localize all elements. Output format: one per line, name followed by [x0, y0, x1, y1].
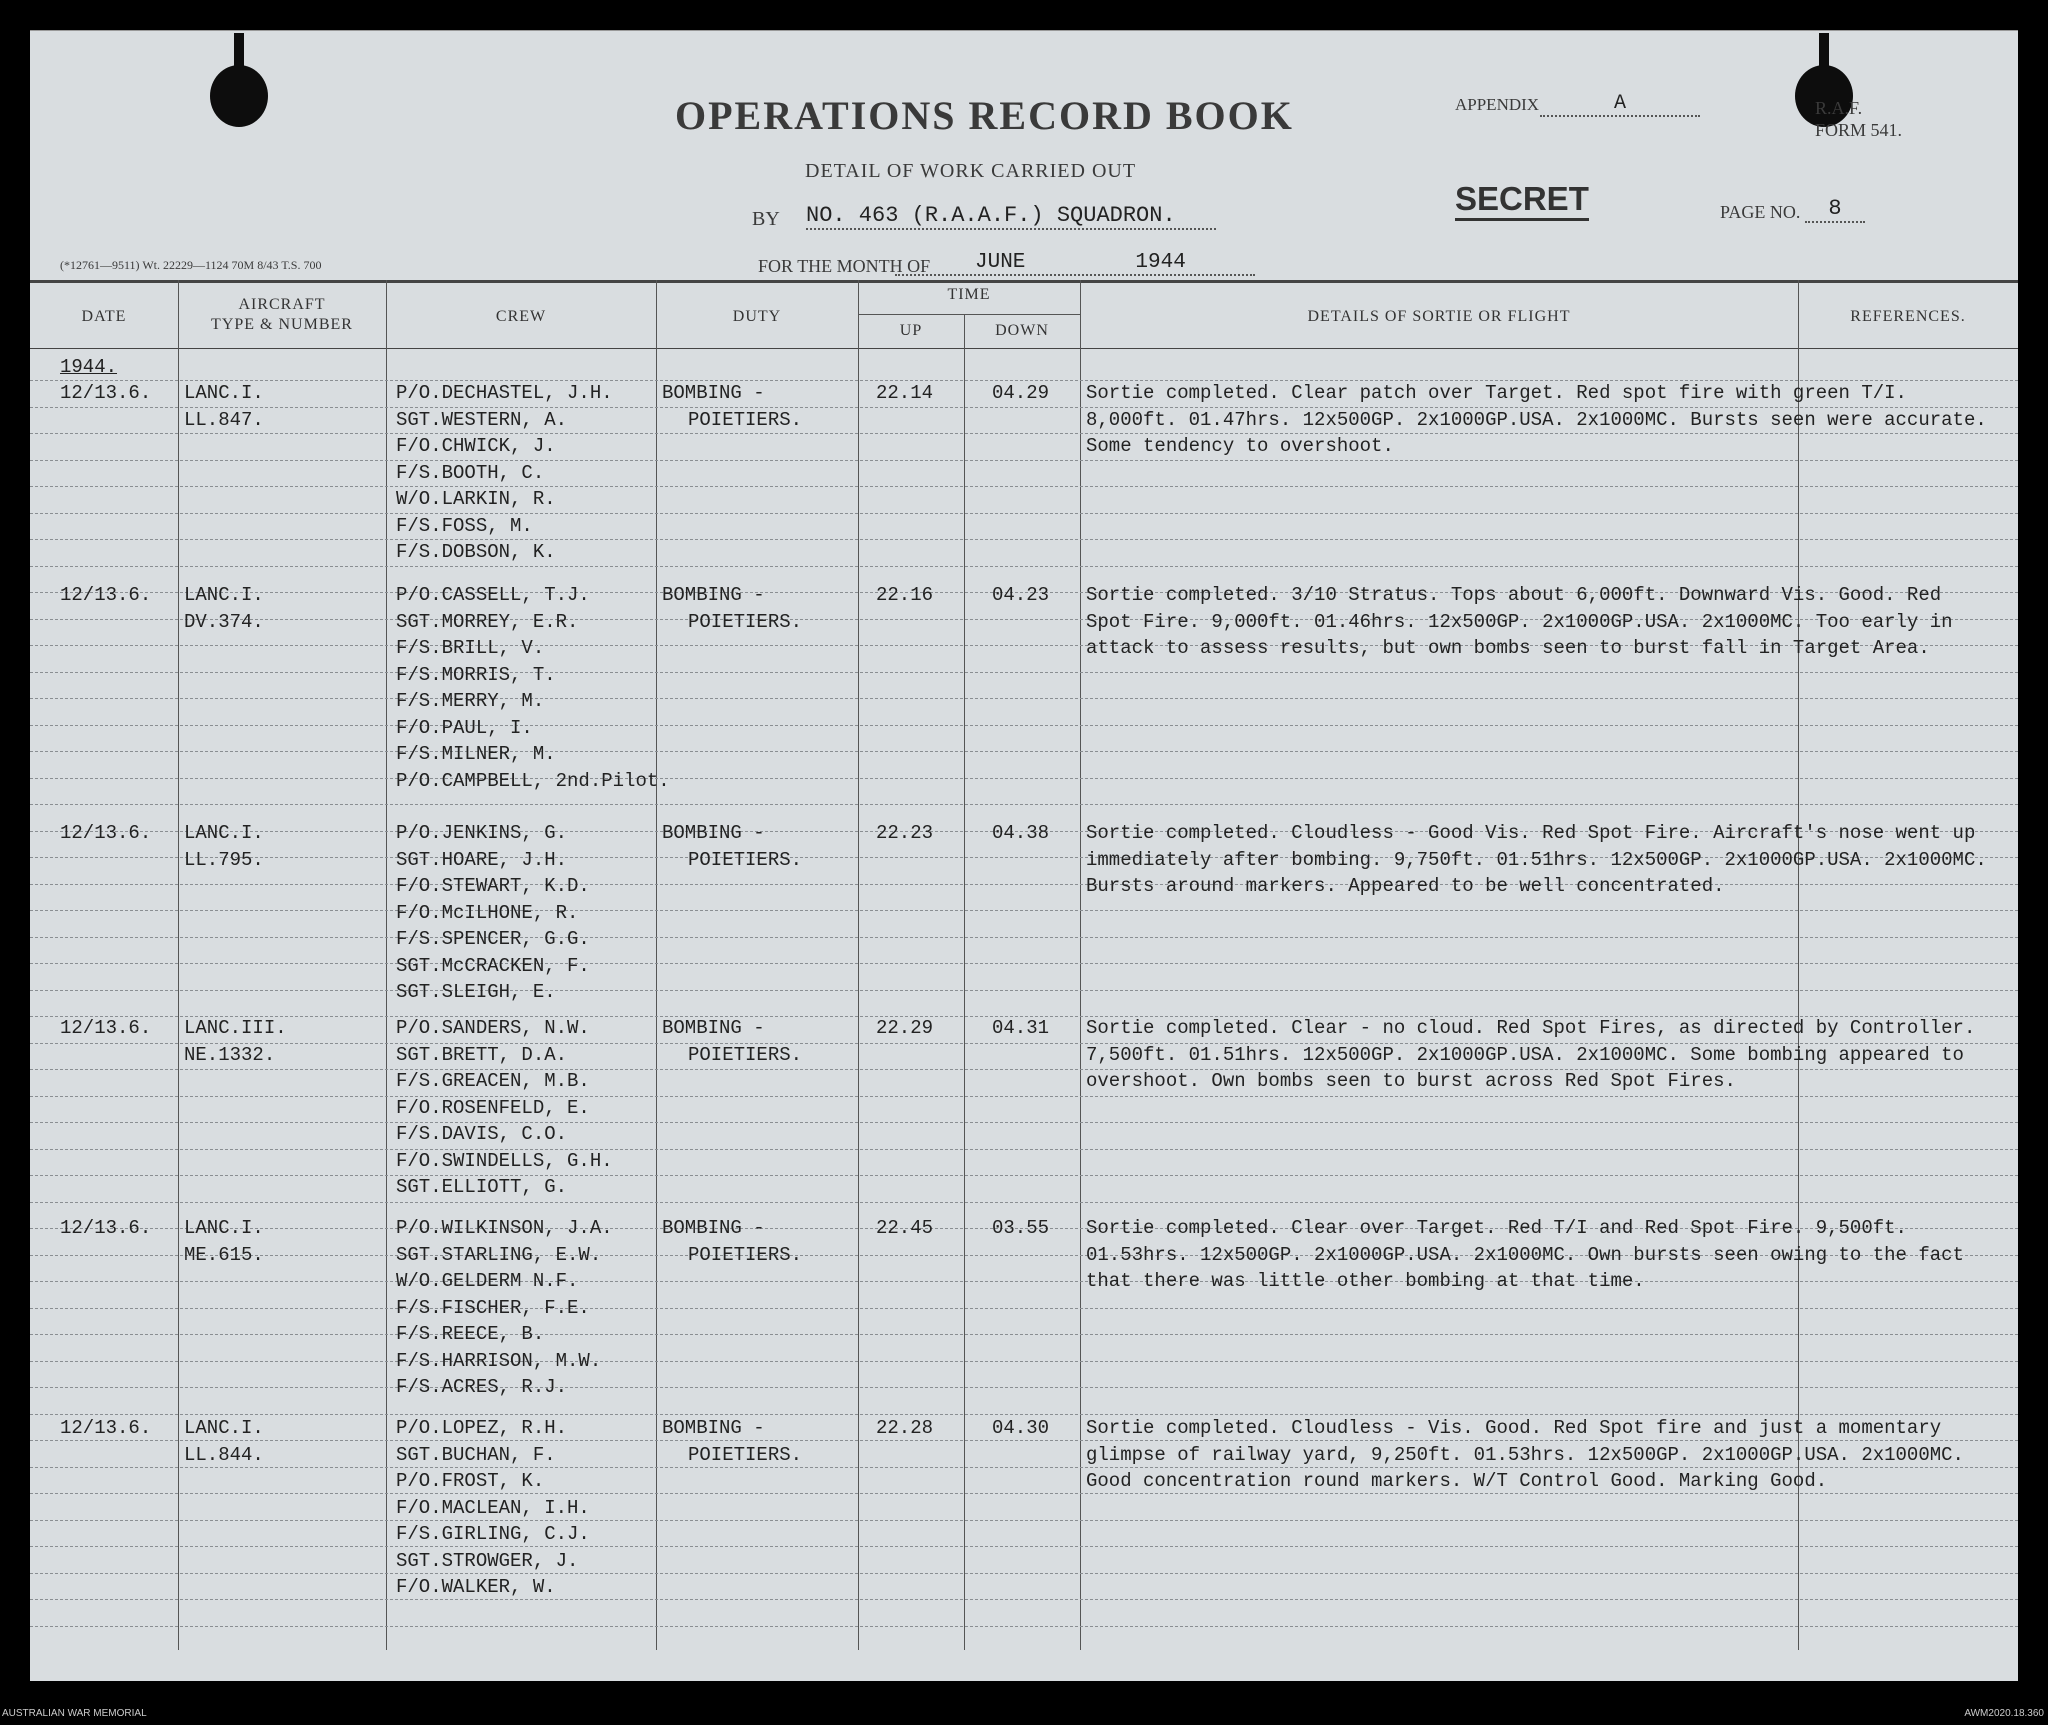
crew-member: F/S.MILNER, M.: [396, 743, 556, 765]
time-down: 04.31: [992, 1017, 1050, 1039]
entry-date: 12/13.6.: [60, 584, 152, 606]
aircraft-type: LANC.I.: [184, 584, 264, 606]
sortie-details: Sortie completed. Clear patch over Target. Red spot fire with green T/I. 8,000ft. 01.47hrs. 12x500GP. 2x1000GP.USA. 2x1000MC. Bursts seen were accurate. Some tendency to overshoot.: [1086, 382, 1987, 457]
time-down: 04.30: [992, 1417, 1050, 1439]
duty-line-2: POIETIERS.: [688, 848, 803, 871]
crew-member: P/O.SANDERS, N.W.: [396, 1017, 590, 1039]
crew-list: [396, 1215, 613, 1401]
crew-member: F/S.GIRLING, C.J.: [396, 1523, 590, 1545]
crew-member: P/O.CAMPBELL, 2nd.Pilot.: [396, 769, 670, 792]
crew-member: F/O.SWINDELLS, G.H.: [396, 1149, 613, 1172]
entry-date: 12/13.6.: [60, 382, 152, 404]
aircraft-type: LANC.I.: [184, 1217, 264, 1239]
page-title: OPERATIONS RECORD BOOK: [675, 93, 1294, 138]
aircraft-number: NE.1332.: [184, 1043, 276, 1066]
entry-date: 12/13.6.: [60, 822, 152, 844]
appendix-value: A: [1540, 92, 1700, 117]
raf-label: R.A.F.: [1815, 98, 1863, 118]
secret-stamp: SECRET: [1455, 180, 1589, 221]
crew-member: F/O.MACLEAN, I.H.: [396, 1496, 590, 1519]
aircraft-type: LANC.I.: [184, 1417, 264, 1439]
crew-member: F/S.DAVIS, C.O.: [396, 1123, 568, 1145]
form-label: FORM 541.: [1815, 120, 1903, 140]
crew-member: F/S.HARRISON, M.W.: [396, 1349, 602, 1372]
duty-line-2: POIETIERS.: [688, 1443, 803, 1466]
duty-line-1: BOMBING -: [662, 1417, 765, 1439]
aircraft-header: AIRCRAFT: [238, 296, 326, 313]
crew-member: SGT.ELLIOTT, G.: [396, 1176, 568, 1198]
year-entry: 1944.: [60, 356, 118, 378]
crew-member: F/S.DOBSON, K.: [396, 541, 556, 563]
references-header: REFERENCES.: [1850, 308, 1966, 325]
crew-member: W/O.GELDERM N.F.: [396, 1270, 579, 1292]
duty-line-2: POIETIERS.: [688, 408, 803, 431]
crew-member: F/S.BOOTH, C.: [396, 461, 545, 484]
time-up: 22.16: [876, 584, 934, 606]
year-value: 1944: [1135, 251, 1186, 274]
time-down: 04.29: [992, 382, 1050, 404]
crew-member: F/S.ACRES, R.J.: [396, 1376, 568, 1398]
crew-member: F/O.CHWICK, J.: [396, 435, 556, 457]
crew-list: [396, 582, 670, 794]
month-value: [895, 251, 1255, 276]
up-header: UP: [899, 322, 923, 339]
entry-date: 12/13.6.: [60, 1017, 152, 1039]
by-label: BY: [752, 208, 780, 230]
appendix-label: APPENDIX: [1455, 95, 1540, 114]
sortie-details: Sortie completed. Clear over Target. Red T/I and Red Spot Fire. 9,500ft. 01.53hrs. 12x500GP. 2x1000GP.USA. 2x1000MC. Own bursts seen owing to the fact that there was little other bombing at that time.: [1086, 1217, 1964, 1292]
crew-member: SGT.BRETT, D.A.: [396, 1043, 568, 1066]
aircraft-type: LANC.I.: [184, 382, 264, 404]
crew-member: P/O.JENKINS, G.: [396, 822, 568, 844]
duty-line-1: BOMBING -: [662, 822, 765, 844]
crew-member: F/S.REECE, B.: [396, 1323, 545, 1345]
date-header: DATE: [81, 308, 127, 325]
duty-line-1: BOMBING -: [662, 584, 765, 606]
binder-hole: [210, 65, 268, 127]
squadron-value: NO. 463 (R.A.A.F.) SQUADRON.: [806, 203, 1216, 230]
crew-member: P/O.WILKINSON, J.A.: [396, 1217, 613, 1239]
time-down: 03.55: [992, 1217, 1050, 1239]
crew-member: SGT.WESTERN, A.: [396, 408, 568, 431]
duty-line-2: POIETIERS.: [688, 610, 803, 633]
crew-member: SGT.SLEIGH, E.: [396, 981, 556, 1003]
crew-member: F/S.MERRY, M.: [396, 690, 545, 712]
duty-header: DUTY: [732, 308, 782, 325]
footer-source: AUSTRALIAN WAR MEMORIAL: [2, 1708, 147, 1719]
crew-list: [396, 1415, 590, 1601]
crew-member: SGT.McCRACKEN, F.: [396, 954, 590, 977]
time-up: 22.23: [876, 822, 934, 844]
crew-member: F/S.FOSS, M.: [396, 514, 533, 537]
form-number: [1815, 97, 1902, 141]
aircraft-type-header: TYPE & NUMBER: [211, 316, 353, 333]
crew-member: F/S.SPENCER, G.G.: [396, 928, 590, 950]
time-header: TIME: [947, 286, 991, 303]
crew-member: P/O.DECHASTEL, J.H.: [396, 382, 613, 404]
duty-line-2: POIETIERS.: [688, 1043, 803, 1066]
down-header: DOWN: [995, 322, 1049, 339]
crew-member: W/O.LARKIN, R.: [396, 488, 556, 510]
aircraft-number: LL.847.: [184, 408, 264, 431]
crew-member: F/O.WALKER, W.: [396, 1576, 556, 1598]
crew-member: SGT.HOARE, J.H.: [396, 848, 568, 871]
page-subtitle: DETAIL OF WORK CARRIED OUT: [805, 160, 1137, 182]
aircraft-number: ME.615.: [184, 1243, 264, 1266]
crew-member: SGT.STROWGER, J.: [396, 1549, 579, 1572]
aircraft-number: LL.844.: [184, 1443, 264, 1466]
time-up: 22.14: [876, 382, 934, 404]
crew-member: SGT.STARLING, E.W.: [396, 1243, 602, 1266]
duty-line-1: BOMBING -: [662, 1217, 765, 1239]
crew-member: F/O.McILHONE, R.: [396, 901, 579, 924]
operations-table: [30, 280, 2018, 1650]
crew-member: F/S.GREACEN, M.B.: [396, 1070, 590, 1092]
crew-member: P/O.LOPEZ, R.H.: [396, 1417, 568, 1439]
duty-line-2: POIETIERS.: [688, 1243, 803, 1266]
time-up: 22.29: [876, 1017, 934, 1039]
page-number-value: 8: [1805, 196, 1865, 223]
sortie-details: Sortie completed. 3/10 Stratus. Tops about 6,000ft. Downward Vis. Good. Red Spot Fire. 9,000ft. 01.46hrs. 12x500GP. 2x1000GP.USA. 2x1000MC. Too early in attack to assess results, but own bombs seen to burst fall in Target Area.: [1086, 584, 1953, 659]
crew-member: F/O.ROSENFELD, E.: [396, 1096, 590, 1119]
crew-member: F/S.MORRIS, T.: [396, 663, 556, 686]
sortie-details: Sortie completed. Cloudless - Good Vis. Red Spot Fire. Aircraft's nose went up immediately after bombing. 9,750ft. 01.51hrs. 12x500GP. 2x1000GP.USA. 2x1000MC. Bursts around markers. Appeared to be well concentrated.: [1086, 822, 1987, 897]
aircraft-number: DV.374.: [184, 610, 264, 633]
time-down: 04.23: [992, 584, 1050, 606]
entry-date: 12/13.6.: [60, 1217, 152, 1239]
duty-line-1: BOMBING -: [662, 382, 765, 404]
aircraft-type: LANC.I.: [184, 822, 264, 844]
crew-member: F/O.STEWART, K.D.: [396, 875, 590, 897]
crew-member: P/O.FROST, K.: [396, 1470, 545, 1492]
details-header: DETAILS OF SORTIE OR FLIGHT: [1307, 308, 1571, 325]
crew-member: F/O.PAUL, I.: [396, 716, 533, 739]
time-up: 22.45: [876, 1217, 934, 1239]
aircraft-type: LANC.III.: [184, 1017, 287, 1039]
aircraft-number: LL.795.: [184, 848, 264, 871]
time-down: 04.38: [992, 822, 1050, 844]
crew-member: P/O.CASSELL, T.J.: [396, 584, 590, 606]
duty-line-1: BOMBING -: [662, 1017, 765, 1039]
crew-list: [396, 820, 590, 1006]
crew-list: [396, 380, 613, 566]
sortie-details: Sortie completed. Cloudless - Vis. Good. Red Spot fire and just a momentary glimpse of railway yard, 9,250ft. 01.53hrs. 12x500GP. 2x1000GP.USA. 2x1000MC. Good concentration round markers. W/T Control Good. Marking Good.: [1086, 1417, 1964, 1492]
crew-list: [396, 1015, 613, 1201]
crew-member: F/S.FISCHER, F.E.: [396, 1296, 590, 1319]
month-label: FOR THE MONTH OF: [758, 256, 931, 276]
page-number-label: PAGE NO.: [1720, 202, 1801, 222]
sortie-details: Sortie completed. Clear - no cloud. Red Spot Fires, as directed by Controller. 7,500ft. 01.51hrs. 12x500GP. 2x1000GP.USA. 2x1000MC. Some bombing appeared to overshoot. Own bombs seen to burst across Red Spot Fires.: [1086, 1017, 1976, 1092]
footer-reference: AWM2020.18.360: [1964, 1708, 2044, 1719]
month-name: JUNE: [975, 251, 1026, 274]
entry-date: 12/13.6.: [60, 1417, 152, 1439]
crew-member: SGT.BUCHAN, F.: [396, 1443, 556, 1466]
crew-member: SGT.MORREY, E.R.: [396, 610, 579, 633]
time-up: 22.28: [876, 1417, 934, 1439]
crew-header: CREW: [495, 308, 547, 325]
print-code: (*12761—9511) Wt. 22229—1124 70M 8/43 T.S. 700: [60, 258, 322, 272]
crew-member: F/S.BRILL, V.: [396, 637, 545, 659]
